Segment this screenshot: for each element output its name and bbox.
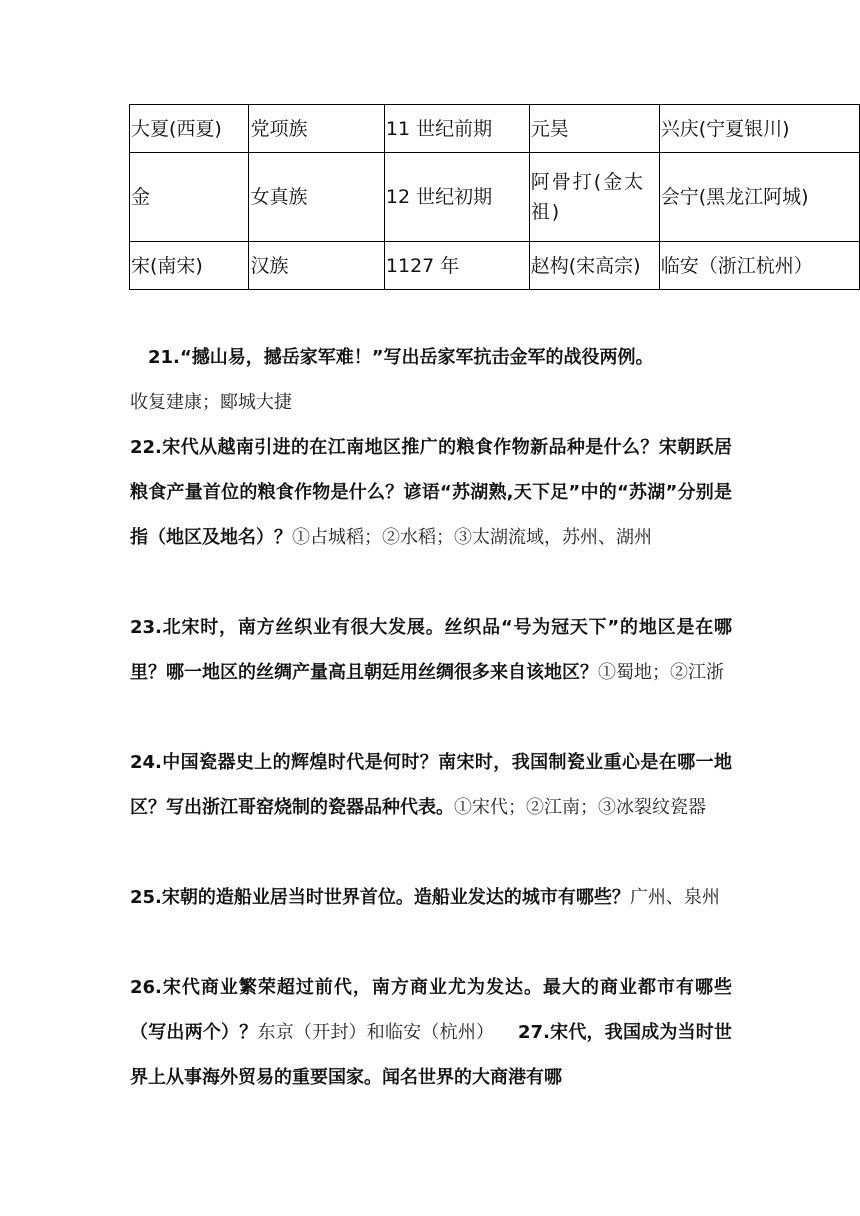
qa-item-23 [130, 605, 732, 695]
answer-26: 东京（开封）和临安（杭州） [257, 1022, 495, 1043]
table-row [130, 153, 860, 242]
table-cell: 阿骨打(金太祖) [529, 153, 659, 242]
table-cell: 12 世纪初期 [384, 153, 529, 242]
qa-item-24 [130, 740, 732, 830]
table-cell: 汉族 [249, 242, 384, 290]
answer-25: 广州、泉州 [629, 887, 720, 908]
question-27: 27.宋代，我国成为当时世界上从事海外贸易的重要国家。闻名世界的大商港有哪 [130, 1022, 733, 1088]
table-cell: 宋(南宋) [130, 242, 249, 290]
question-23: 23.北宋时，南方丝织业有很大发展。丝织品“号为冠天下”的地区是在哪里？哪一地区的丝绸产量高且朝廷用丝绸很多来自该地区？ [130, 617, 732, 683]
table-cell: 11 世纪前期 [384, 105, 529, 153]
regime-table [129, 104, 860, 290]
qa-item-25 [130, 875, 732, 920]
answer-21: 收复建康；郾城大捷 [130, 392, 292, 413]
table-cell: 党项族 [249, 105, 384, 153]
table-cell: 元昊 [529, 105, 659, 153]
table-cell: 大夏(西夏) [130, 105, 249, 153]
table-cell: 女真族 [249, 153, 384, 242]
table-row [130, 105, 860, 153]
table-cell: 临安（浙江杭州） [659, 242, 859, 290]
question-26: 26.宋代商业繁荣超过前代，南方商业尤为发达。最大的商业都市有哪些（写出两个）？ [130, 977, 732, 1043]
answer-22: ①占城稻；②水稻；③太湖流域，苏州、湖州 [292, 527, 652, 548]
table-cell: 1127 年 [384, 242, 529, 290]
table-cell: 会宁(黑龙江阿城) [659, 153, 859, 242]
answer-24: ①宋代；②江南；③冰裂纹瓷器 [454, 797, 706, 818]
question-25: 25.宋朝的造船业居当时世界首位。造船业发达的城市有哪些？ [130, 887, 630, 908]
question-24: 24.中国瓷器史上的辉煌时代是何时？南宋时，我国制瓷业重心是在哪一地区？写出浙江哥窑烧制的瓷器品种代表。 [130, 752, 732, 818]
table-row [130, 242, 860, 290]
table-cell: 赵构(宋高宗) [529, 242, 659, 290]
qa-item-22 [130, 425, 732, 560]
question-22: 22.宋代从越南引进的在江南地区推广的粮食作物新品种是什么？宋朝跃居粮食产量首位的粮食作物是什么？谚语“苏湖熟,天下足”中的“苏湖”分别是指（地区及地名）？ [130, 437, 732, 548]
answer-23: ①蜀地；②江浙 [598, 662, 724, 683]
qa-item-26-27 [130, 965, 732, 1100]
question-21: 21.“撼山易，撼岳家军难！”写出岳家军抗击金军的战役两例。 [148, 347, 654, 368]
table-cell: 金 [130, 153, 249, 242]
table-cell: 兴庆(宁夏银川) [659, 105, 859, 153]
qa-item-21 [130, 335, 732, 425]
